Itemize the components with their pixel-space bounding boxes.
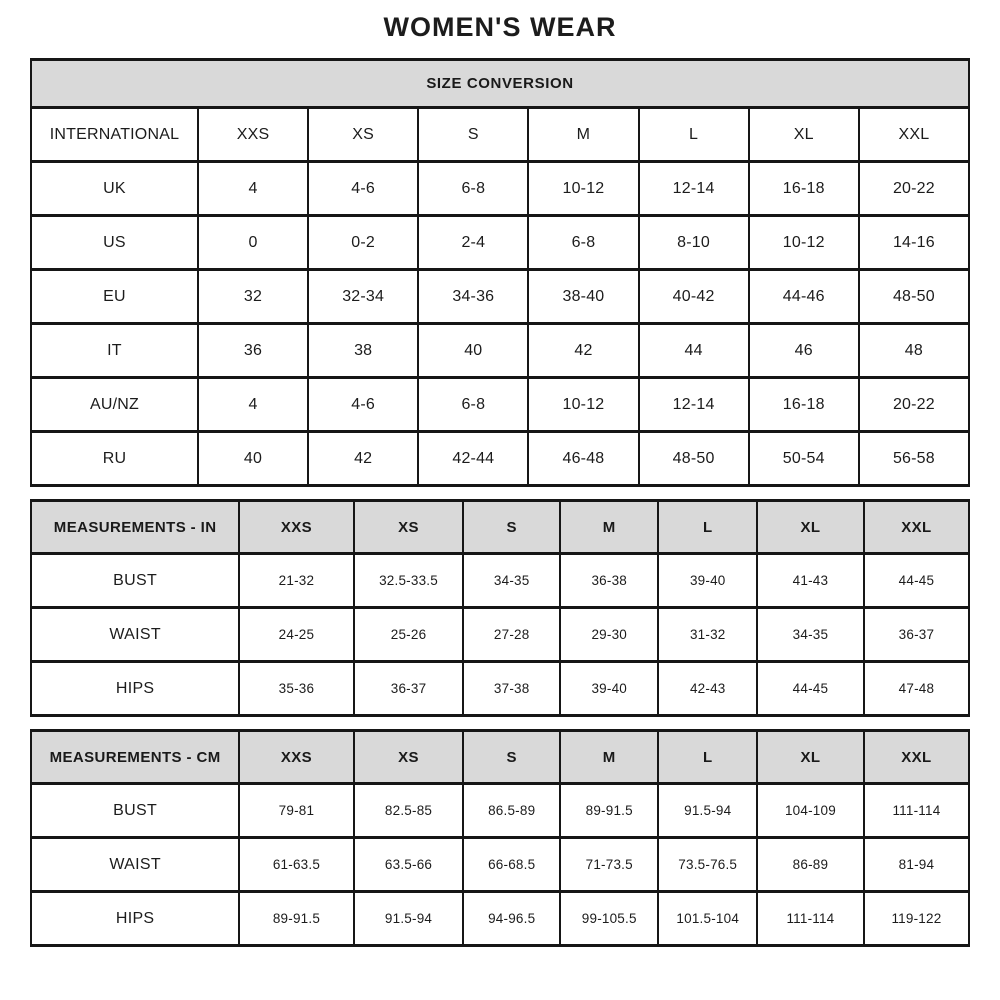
measurements-cm-size-header: M bbox=[560, 731, 658, 784]
value-cell: 32-34 bbox=[308, 270, 418, 324]
row-label: EU bbox=[31, 270, 198, 324]
measurements-cm-row-hips bbox=[31, 892, 969, 946]
measurements-in-size-header: L bbox=[658, 501, 756, 554]
value-cell: 6-8 bbox=[418, 378, 528, 432]
row-label: WAIST bbox=[31, 608, 239, 662]
size-conversion-size-header: XXL bbox=[859, 108, 969, 162]
row-label: IT bbox=[31, 324, 198, 378]
row-label: BUST bbox=[31, 784, 239, 838]
measurements-cm-header-row bbox=[31, 731, 969, 784]
value-cell: 39-40 bbox=[560, 662, 658, 716]
value-cell: 10-12 bbox=[749, 216, 859, 270]
value-cell: 89-91.5 bbox=[560, 784, 658, 838]
value-cell: 44-45 bbox=[757, 662, 864, 716]
value-cell: 66-68.5 bbox=[463, 838, 560, 892]
value-cell: 36-38 bbox=[560, 554, 658, 608]
value-cell: 104-109 bbox=[757, 784, 864, 838]
measurements-cm-body bbox=[31, 731, 969, 946]
value-cell: 36-37 bbox=[354, 662, 464, 716]
measurements-in-table bbox=[30, 499, 970, 717]
value-cell: 32 bbox=[198, 270, 308, 324]
measurements-cm-size-header: L bbox=[658, 731, 756, 784]
measurements-in-header-row bbox=[31, 501, 969, 554]
value-cell: 6-8 bbox=[528, 216, 638, 270]
value-cell: 42 bbox=[308, 432, 418, 486]
value-cell: 12-14 bbox=[639, 378, 749, 432]
value-cell: 34-35 bbox=[463, 554, 560, 608]
value-cell: 10-12 bbox=[528, 378, 638, 432]
measurements-cm-size-header: XS bbox=[354, 731, 464, 784]
measurements-cm-size-header: S bbox=[463, 731, 560, 784]
size-conversion-row-uk bbox=[31, 162, 969, 216]
value-cell: 46-48 bbox=[528, 432, 638, 486]
value-cell: 99-105.5 bbox=[560, 892, 658, 946]
value-cell: 56-58 bbox=[859, 432, 969, 486]
row-label: US bbox=[31, 216, 198, 270]
value-cell: 119-122 bbox=[864, 892, 969, 946]
measurements-in-size-header: XL bbox=[757, 501, 864, 554]
value-cell: 81-94 bbox=[864, 838, 969, 892]
value-cell: 39-40 bbox=[658, 554, 756, 608]
value-cell: 2-4 bbox=[418, 216, 528, 270]
measurements-in-size-header: XS bbox=[354, 501, 464, 554]
value-cell: 40-42 bbox=[639, 270, 749, 324]
measurements-in-body bbox=[31, 501, 969, 716]
value-cell: 42-44 bbox=[418, 432, 528, 486]
size-conversion-row-eu bbox=[31, 270, 969, 324]
value-cell: 25-26 bbox=[354, 608, 464, 662]
value-cell: 101.5-104 bbox=[658, 892, 756, 946]
value-cell: 94-96.5 bbox=[463, 892, 560, 946]
value-cell: 12-14 bbox=[639, 162, 749, 216]
value-cell: 79-81 bbox=[239, 784, 353, 838]
size-conversion-size-header: S bbox=[418, 108, 528, 162]
value-cell: 14-16 bbox=[859, 216, 969, 270]
size-conversion-body bbox=[31, 108, 969, 486]
size-conversion-size-header: XL bbox=[749, 108, 859, 162]
measurements-in-row-waist bbox=[31, 608, 969, 662]
value-cell: 36 bbox=[198, 324, 308, 378]
value-cell: 4 bbox=[198, 378, 308, 432]
value-cell: 32.5-33.5 bbox=[354, 554, 464, 608]
measurements-in-size-header: XXS bbox=[239, 501, 353, 554]
value-cell: 44-45 bbox=[864, 554, 969, 608]
row-label: HIPS bbox=[31, 662, 239, 716]
value-cell: 111-114 bbox=[757, 892, 864, 946]
value-cell: 42-43 bbox=[658, 662, 756, 716]
value-cell: 21-32 bbox=[239, 554, 353, 608]
value-cell: 16-18 bbox=[749, 162, 859, 216]
size-conversion-banner-row bbox=[31, 60, 969, 108]
value-cell: 91.5-94 bbox=[354, 892, 464, 946]
value-cell: 0-2 bbox=[308, 216, 418, 270]
value-cell: 4 bbox=[198, 162, 308, 216]
row-label: UK bbox=[31, 162, 198, 216]
value-cell: 91.5-94 bbox=[658, 784, 756, 838]
measurements-in-row-bust bbox=[31, 554, 969, 608]
value-cell: 37-38 bbox=[463, 662, 560, 716]
size-conversion-header-row bbox=[31, 108, 969, 162]
size-conversion-table bbox=[30, 58, 970, 487]
measurements-in-size-header: M bbox=[560, 501, 658, 554]
value-cell: 34-36 bbox=[418, 270, 528, 324]
size-conversion-row-it bbox=[31, 324, 969, 378]
value-cell: 86-89 bbox=[757, 838, 864, 892]
value-cell: 50-54 bbox=[749, 432, 859, 486]
value-cell: 31-32 bbox=[658, 608, 756, 662]
value-cell: 86.5-89 bbox=[463, 784, 560, 838]
value-cell: 36-37 bbox=[864, 608, 969, 662]
measurements-cm-table bbox=[30, 729, 970, 947]
measurements-cm-size-header: XL bbox=[757, 731, 864, 784]
size-conversion-banner: SIZE CONVERSION bbox=[31, 60, 969, 108]
value-cell: 111-114 bbox=[864, 784, 969, 838]
page-title: WOMEN'S WEAR bbox=[383, 12, 617, 42]
value-cell: 71-73.5 bbox=[560, 838, 658, 892]
value-cell: 8-10 bbox=[639, 216, 749, 270]
value-cell: 48-50 bbox=[639, 432, 749, 486]
value-cell: 38 bbox=[308, 324, 418, 378]
value-cell: 40 bbox=[418, 324, 528, 378]
value-cell: 89-91.5 bbox=[239, 892, 353, 946]
size-conversion-size-header: XXS bbox=[198, 108, 308, 162]
value-cell: 46 bbox=[749, 324, 859, 378]
row-label: AU/NZ bbox=[31, 378, 198, 432]
value-cell: 42 bbox=[528, 324, 638, 378]
value-cell: 47-48 bbox=[864, 662, 969, 716]
size-conversion-row-us bbox=[31, 216, 969, 270]
value-cell: 6-8 bbox=[418, 162, 528, 216]
row-label: RU bbox=[31, 432, 198, 486]
value-cell: 41-43 bbox=[757, 554, 864, 608]
row-label: BUST bbox=[31, 554, 239, 608]
size-conversion-header-label: INTERNATIONAL bbox=[31, 108, 198, 162]
value-cell: 35-36 bbox=[239, 662, 353, 716]
value-cell: 44-46 bbox=[749, 270, 859, 324]
value-cell: 40 bbox=[198, 432, 308, 486]
value-cell: 34-35 bbox=[757, 608, 864, 662]
value-cell: 0 bbox=[198, 216, 308, 270]
value-cell: 61-63.5 bbox=[239, 838, 353, 892]
measurements-in-size-header: XXL bbox=[864, 501, 969, 554]
value-cell: 10-12 bbox=[528, 162, 638, 216]
value-cell: 4-6 bbox=[308, 378, 418, 432]
measurements-cm-header-label: MEASUREMENTS - CM bbox=[31, 731, 239, 784]
value-cell: 20-22 bbox=[859, 378, 969, 432]
value-cell: 29-30 bbox=[560, 608, 658, 662]
value-cell: 82.5-85 bbox=[354, 784, 464, 838]
value-cell: 16-18 bbox=[749, 378, 859, 432]
size-conversion-row-ru bbox=[31, 432, 969, 486]
measurements-in-header-label: MEASUREMENTS - IN bbox=[31, 501, 239, 554]
size-conversion-size-header: XS bbox=[308, 108, 418, 162]
value-cell: 44 bbox=[639, 324, 749, 378]
size-conversion-size-header: M bbox=[528, 108, 638, 162]
value-cell: 63.5-66 bbox=[354, 838, 464, 892]
row-label: WAIST bbox=[31, 838, 239, 892]
measurements-cm-row-waist bbox=[31, 838, 969, 892]
size-conversion-row-au-nz bbox=[31, 378, 969, 432]
value-cell: 4-6 bbox=[308, 162, 418, 216]
value-cell: 38-40 bbox=[528, 270, 638, 324]
value-cell: 48 bbox=[859, 324, 969, 378]
value-cell: 48-50 bbox=[859, 270, 969, 324]
measurements-in-row-hips bbox=[31, 662, 969, 716]
value-cell: 20-22 bbox=[859, 162, 969, 216]
size-conversion-size-header: L bbox=[639, 108, 749, 162]
measurements-in-size-header: S bbox=[463, 501, 560, 554]
value-cell: 24-25 bbox=[239, 608, 353, 662]
measurements-cm-size-header: XXS bbox=[239, 731, 353, 784]
row-label: HIPS bbox=[31, 892, 239, 946]
value-cell: 27-28 bbox=[463, 608, 560, 662]
measurements-cm-size-header: XXL bbox=[864, 731, 969, 784]
measurements-cm-row-bust bbox=[31, 784, 969, 838]
value-cell: 73.5-76.5 bbox=[658, 838, 756, 892]
